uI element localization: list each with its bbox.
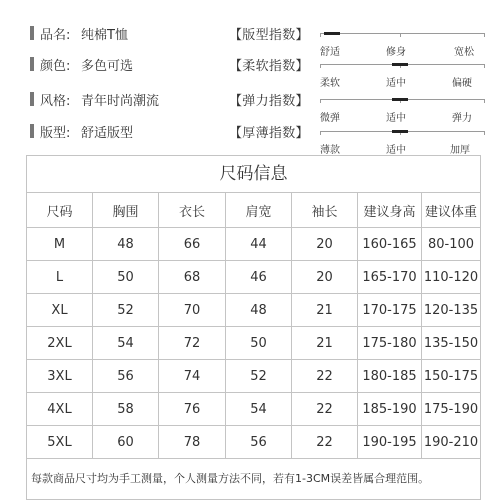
table-cell: 20 <box>292 261 358 294</box>
table-cell: 135-150 <box>422 327 480 360</box>
scale-option-label: 微弹 <box>320 113 340 124</box>
size-table <box>26 155 481 500</box>
table-cell: 56 <box>93 360 159 393</box>
table-cell: 56 <box>226 426 292 459</box>
scale-tick <box>484 99 485 103</box>
attribute-value: 舒适版型 <box>81 126 134 141</box>
table-cell: 68 <box>159 261 226 294</box>
table-cell: 52 <box>226 360 292 393</box>
metric-name: 【柔软指数】 <box>229 59 309 74</box>
table-cell: 190-195 <box>358 426 422 459</box>
scale-option-label: 修身 <box>386 47 406 58</box>
attribute-label: 颜色: <box>40 59 71 74</box>
table-cell: 21 <box>292 327 358 360</box>
bullet-marker <box>30 92 34 106</box>
attribute-row-color <box>0 53 500 89</box>
scale-tick <box>484 64 485 68</box>
table-cell: 21 <box>292 294 358 327</box>
column-header: 建议身高 <box>358 193 422 228</box>
attribute-row-style <box>0 88 500 124</box>
scale-option-label: 适中 <box>386 113 406 124</box>
scale-option-label: 适中 <box>386 78 406 89</box>
metric-scale-line <box>320 33 485 34</box>
table-cell: 165-170 <box>358 261 422 294</box>
attribute-label: 品名: <box>40 28 71 43</box>
scale-tick <box>320 99 321 103</box>
size-label-cell: 4XL <box>27 393 93 426</box>
column-header: 袖长 <box>292 193 358 228</box>
column-header: 尺码 <box>27 193 93 228</box>
measurement-note: 每款商品尺寸均为手工测量，个人测量方法不同，若有1-3CM误差皆属合理范围。 <box>31 472 430 485</box>
table-cell: 22 <box>292 360 358 393</box>
attribute-value: 多色可选 <box>81 59 134 74</box>
attribute-value: 纯棉T恤 <box>81 28 128 43</box>
size-label-cell: M <box>27 228 93 261</box>
column-header: 衣长 <box>159 193 226 228</box>
metric-name: 【版型指数】 <box>229 28 309 43</box>
scale-tick <box>400 33 401 37</box>
metric-level-marker <box>392 130 408 133</box>
scale-tick <box>320 131 321 135</box>
table-cell: 120-135 <box>422 294 480 327</box>
column-header: 建议体重 <box>422 193 480 228</box>
size-table-title: 尺码信息 <box>27 156 480 193</box>
metric-name: 【弹力指数】 <box>229 94 309 109</box>
metric-name: 【厚薄指数】 <box>229 126 309 141</box>
bullet-marker <box>30 57 34 71</box>
size-label-cell: L <box>27 261 93 294</box>
table-cell: 66 <box>159 228 226 261</box>
table-cell: 170-175 <box>358 294 422 327</box>
attribute-label: 版型: <box>40 126 71 141</box>
table-cell: 180-185 <box>358 360 422 393</box>
metric-level-marker <box>324 32 340 35</box>
size-label-cell: 5XL <box>27 426 93 459</box>
table-cell: 72 <box>159 327 226 360</box>
metric-level-marker <box>392 98 408 101</box>
table-cell: 48 <box>93 228 159 261</box>
table-cell: 76 <box>159 393 226 426</box>
table-cell: 50 <box>93 261 159 294</box>
scale-tick <box>320 64 321 68</box>
table-cell: 58 <box>93 393 159 426</box>
table-cell: 74 <box>159 360 226 393</box>
table-cell: 48 <box>226 294 292 327</box>
scale-option-label: 舒适 <box>320 47 340 58</box>
scale-tick <box>484 33 485 37</box>
attribute-row-name <box>0 22 500 58</box>
scale-tick <box>320 33 321 37</box>
column-header: 肩宽 <box>226 193 292 228</box>
table-cell: 185-190 <box>358 393 422 426</box>
table-cell: 175-180 <box>358 327 422 360</box>
table-cell: 22 <box>292 393 358 426</box>
scale-option-label: 加厚 <box>450 145 470 156</box>
table-cell: 54 <box>93 327 159 360</box>
bullet-marker <box>30 26 34 40</box>
table-cell: 80-100 <box>422 228 480 261</box>
table-cell: 50 <box>226 327 292 360</box>
metric-level-marker <box>392 63 408 66</box>
bullet-marker <box>30 124 34 138</box>
table-cell: 78 <box>159 426 226 459</box>
table-cell: 60 <box>93 426 159 459</box>
size-label-cell: 3XL <box>27 360 93 393</box>
table-cell: 52 <box>93 294 159 327</box>
table-cell: 70 <box>159 294 226 327</box>
table-cell: 150-175 <box>422 360 480 393</box>
scale-option-label: 薄款 <box>320 145 340 156</box>
scale-option-label: 偏硬 <box>452 78 472 89</box>
scale-option-label: 柔软 <box>320 78 340 89</box>
table-cell: 110-120 <box>422 261 480 294</box>
scale-option-label: 适中 <box>386 145 406 156</box>
table-cell: 46 <box>226 261 292 294</box>
scale-option-label: 宽松 <box>454 47 474 58</box>
table-cell: 44 <box>226 228 292 261</box>
attribute-row-fit <box>0 120 500 156</box>
size-label-cell: XL <box>27 294 93 327</box>
scale-tick <box>484 131 485 135</box>
table-cell: 175-190 <box>422 393 480 426</box>
column-header: 胸围 <box>93 193 159 228</box>
size-grid <box>27 193 480 459</box>
size-label-cell: 2XL <box>27 327 93 360</box>
attribute-value: 青年时尚潮流 <box>81 94 160 109</box>
table-cell: 190-210 <box>422 426 480 459</box>
table-cell: 54 <box>226 393 292 426</box>
scale-option-label: 弹力 <box>452 113 472 124</box>
table-cell: 160-165 <box>358 228 422 261</box>
attribute-label: 风格: <box>40 94 71 109</box>
table-cell: 20 <box>292 228 358 261</box>
table-cell: 22 <box>292 426 358 459</box>
